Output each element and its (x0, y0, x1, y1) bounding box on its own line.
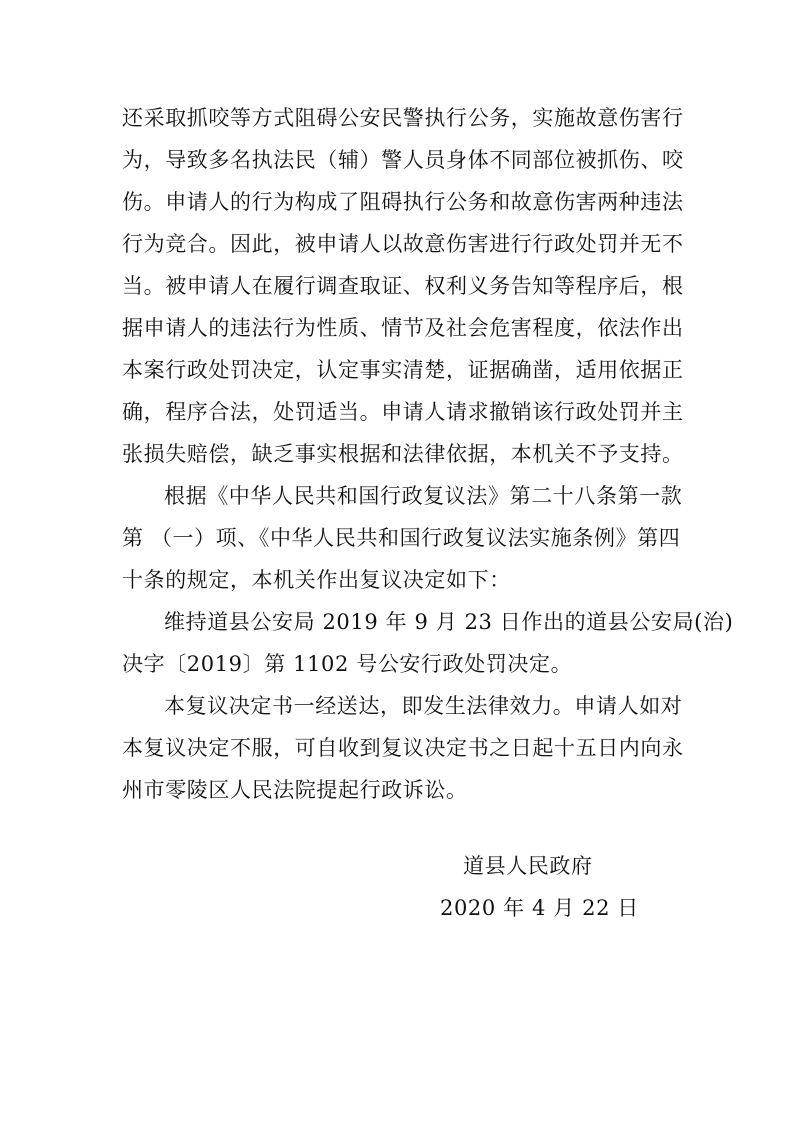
paragraph-line: 还采取抓咬等方式阻碍公安民警执行公务，实施故意伤害行 (122, 106, 684, 130)
signature-date: 2020 年 4 月 22 日 (440, 896, 639, 920)
paragraph-line: 根据《中华人民共和国行政复议法》第二十八条第一款 (164, 484, 683, 508)
signature-organization: 道县人民政府 (463, 854, 593, 878)
paragraph-line: 确，程序合法，处罚适当。申请人请求撤销该行政处罚并主 (122, 400, 684, 424)
paragraph-line: 当。被申请人在履行调查取证、权利义务告知等程序后，根 (122, 274, 684, 298)
paragraph-line: 十条的规定，本机关作出复议决定如下： (122, 568, 511, 592)
paragraph-line: 本案行政处罚决定，认定事实清楚，证据确凿，适用依据正 (122, 358, 684, 382)
paragraph-line: 维持道县公安局 2019 年 9 月 23 日作出的道县公安局(治) (164, 610, 734, 634)
paragraph-line: 张损失赔偿，缺乏事实根据和法律依据，本机关不予支持。 (122, 442, 684, 466)
paragraph-line: 本复议决定不服，可自收到复议决定书之日起十五日内向永 (122, 736, 684, 760)
paragraph-line: 第 （一）项、《中华人民共和国行政复议法实施条例》第四 (122, 526, 681, 550)
paragraph-line: 决字〔2019〕第 1102 号公安行政处罚决定。 (122, 652, 573, 676)
paragraph-line: 州市零陵区人民法院提起行政诉讼。 (122, 778, 468, 802)
paragraph-line: 为，导致多名执法民（辅）警人员身体不同部位被抓伤、咬 (122, 148, 684, 172)
paragraph-line: 据申请人的违法行为性质、情节及社会危害程度，依法作出 (122, 316, 684, 340)
paragraph-line: 行为竞合。因此，被申请人以故意伤害进行行政处罚并无不 (122, 232, 684, 256)
paragraph-line: 本复议决定书一经送达，即发生法律效力。申请人如对 (164, 694, 683, 718)
paragraph-line: 伤。申请人的行为构成了阻碍执行公务和故意伤害两种违法 (122, 190, 684, 214)
